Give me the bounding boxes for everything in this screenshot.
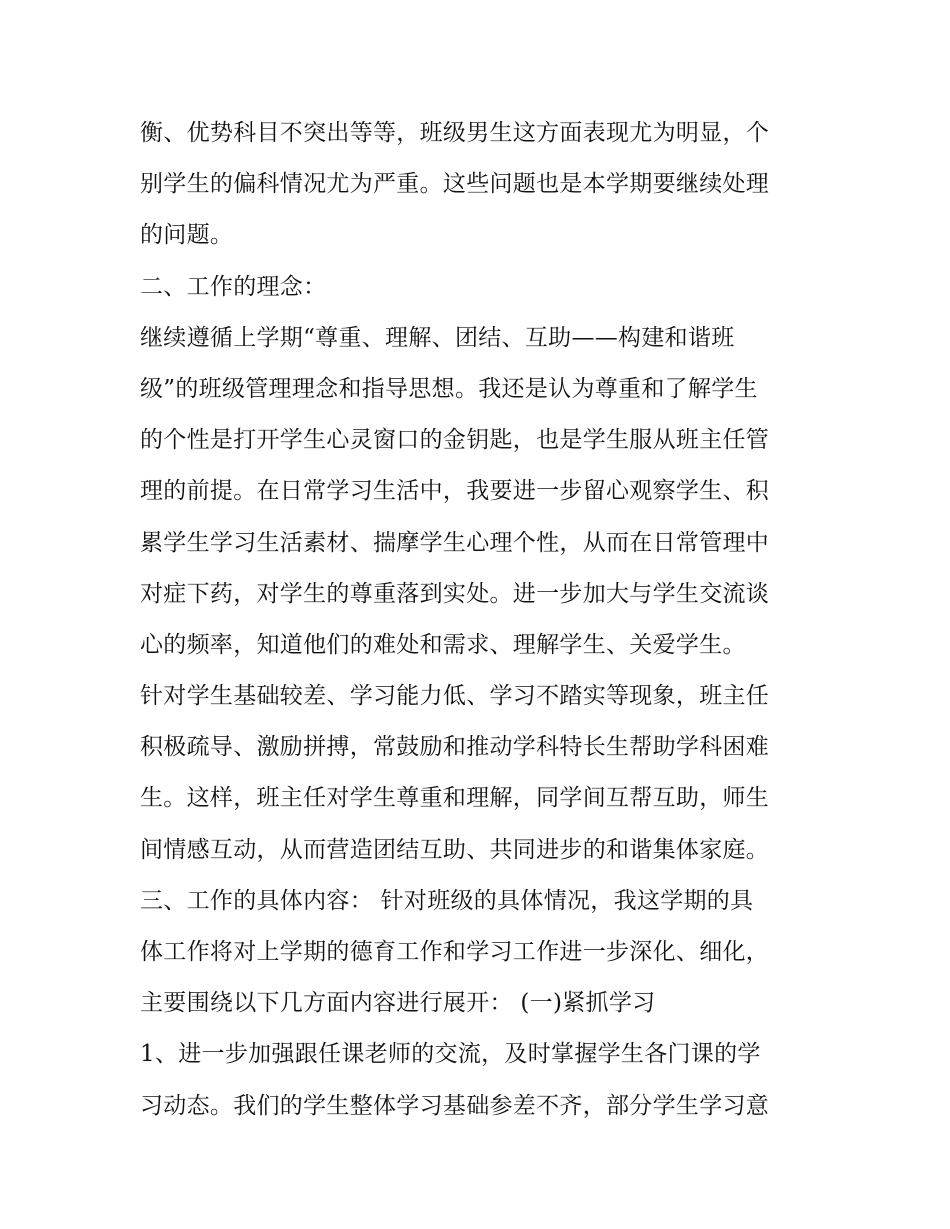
text-line: 别学生的偏科情况尤为严重。这些问题也是本学期要继续处理 (140, 171, 770, 198)
text-line: 的问题。 (140, 222, 234, 249)
text-line: 心的频率，知道他们的难处和需求、理解学生、关爱学生。 (140, 631, 746, 658)
text-line: 针对学生基础较差、学习能力低、学习不踏实等现象，班主任 (140, 683, 770, 710)
text-line: 理的前提。在日常学习生活中，我要进一步留心观察学生、积 (140, 478, 770, 505)
text-line: 间情感互动，从而营造团结互助、共同进步的和谐集体家庭。 (140, 836, 770, 863)
text-line: 继续遵循上学期“尊重、理解、团结、互助——构建和谐班 (140, 324, 735, 351)
text-line: 习动态。我们的学生整体学习基础参差不齐，部分学生学习意 (140, 1092, 770, 1119)
text-line: 积极疏导、激励拼搏，常鼓励和推动学科特长生帮助学科困难 (140, 734, 770, 761)
text-line: 累学生学习生活素材、揣摩学生心理个性，从而在日常管理中 (140, 529, 770, 556)
text-line: 的个性是打开学生心灵窗口的金钥匙，也是学生服从班主任管 (140, 427, 770, 454)
text-line: 1、进一步加强跟任课老师的交流，及时掌握学生各门课的学 (140, 1041, 761, 1068)
section-heading: 二、工作的理念： (140, 273, 327, 300)
text-line: 对症下药，对学生的尊重落到实处。进一步加大与学生交流谈 (140, 580, 770, 607)
text-line: 级”的班级管理理念和指导思想。我还是认为尊重和了解学生 (140, 375, 758, 402)
text-line: 衡、优势科目不突出等等，班级男生这方面表现尤为明显，个 (140, 120, 770, 146)
document-body (140, 108, 820, 1132)
text-line: 体工作将对上学期的德育工作和学习工作进一步深化、细化， (140, 939, 770, 965)
text-line: 生。这样，班主任对学生尊重和理解，同学间互帮互助，师生 (140, 785, 770, 812)
section-heading: 三、工作的具体内容： 针对班级的具体情况，我这学期的具 (140, 887, 754, 914)
text-line: 主要围绕以下几方面内容进行展开： (一)紧抓学习 (140, 990, 656, 1017)
